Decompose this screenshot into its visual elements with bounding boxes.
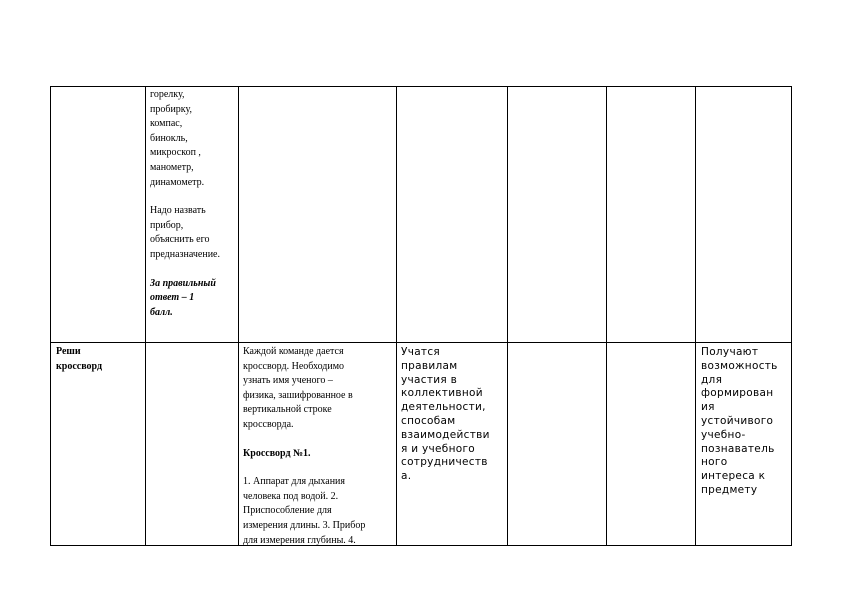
instruction-line: Надо назвать	[150, 205, 206, 217]
table-column-divider	[238, 86, 239, 546]
table-row-divider	[50, 342, 792, 343]
task-description-line: Каждой команде дается	[243, 346, 344, 357]
stage-title-line: кроссворд	[56, 360, 103, 372]
crossword-clue-line: для измерения глубины. 4.	[243, 534, 356, 546]
learning-outcome-line: взаимодействи	[401, 428, 490, 441]
personal-outcome-line: ия	[701, 401, 715, 414]
learning-outcome-line: Учатся	[401, 346, 441, 358]
crossword-clue-line: человека под водой. 2.	[243, 490, 339, 502]
instruction-line: предназначение.	[150, 248, 220, 260]
row1-col2-cell	[150, 88, 236, 320]
equipment-list-line: манометр,	[150, 161, 194, 173]
personal-outcome-line: познаватель	[701, 442, 775, 455]
table-border-top	[50, 86, 792, 87]
personal-outcome-line: возможность	[701, 359, 778, 372]
score-note-line: ответ – 1	[150, 292, 195, 304]
table-column-divider	[145, 86, 146, 546]
equipment-list-line: компас,	[150, 118, 183, 130]
table-column-divider	[507, 86, 508, 546]
learning-outcome-line: деятельности,	[401, 401, 486, 414]
table-border-bottom	[50, 545, 792, 546]
equipment-list-line: пробирку,	[150, 103, 193, 115]
task-description-line: кроссворда.	[243, 418, 294, 430]
table-column-divider	[396, 86, 397, 546]
score-note-line: За правильный	[150, 277, 216, 289]
task-description-line: кроссворд. Необходимо	[243, 360, 345, 372]
stage-title-line: Реши	[56, 346, 81, 357]
learning-outcome-line: правилам	[401, 359, 458, 372]
personal-outcome-line: устойчивого	[701, 414, 774, 427]
personal-outcome-line: формирован	[701, 387, 774, 400]
equipment-list-line: бинокль,	[150, 132, 188, 144]
equipment-list-line: микроскоп ,	[150, 147, 201, 159]
personal-outcome-line: Получают	[701, 346, 759, 358]
equipment-list-line: горелку,	[150, 89, 185, 100]
table-border-left	[50, 86, 51, 546]
learning-outcome-line: участия в	[401, 373, 458, 386]
learning-outcome-line: я и учебного	[401, 442, 475, 455]
equipment-list-line: динамометр.	[150, 176, 205, 188]
task-description-line: физика, зашифрованное в	[243, 389, 353, 401]
crossword-clue-line: 1. Аппарат для дыхания	[243, 476, 346, 488]
learning-outcome-line: способам	[401, 414, 456, 427]
table-column-divider	[695, 86, 696, 546]
table-border-right	[791, 86, 792, 546]
personal-outcome-line: ного	[701, 456, 728, 469]
crossword-clue-line: Приспособление для	[243, 505, 332, 517]
personal-outcome-line: учебно-	[701, 428, 746, 441]
task-description-line: вертикальной строке	[243, 404, 332, 416]
row2-col7-cell	[701, 346, 789, 498]
crossword-clue-line: измерения длины. 3. Прибор	[243, 519, 366, 531]
learning-outcome-line: а.	[401, 470, 412, 483]
row2-col4-cell	[401, 346, 505, 484]
personal-outcome-line: интереса к	[701, 470, 766, 483]
personal-outcome-line: для	[701, 373, 723, 386]
personal-outcome-line: предмету	[701, 483, 758, 496]
crossword-heading: Кроссворд №1.	[243, 447, 311, 459]
task-description-line: узнать имя ученого –	[243, 375, 333, 387]
row2-col3-cell	[243, 345, 393, 548]
instruction-line: прибор,	[150, 219, 184, 231]
score-note-line: балл.	[150, 306, 173, 318]
learning-outcome-line: коллективной	[401, 387, 483, 400]
row2-col1-cell	[56, 345, 142, 374]
table-column-divider	[606, 86, 607, 546]
instruction-line: объяснить его	[150, 234, 210, 246]
learning-outcome-line: сотрудничеств	[401, 456, 488, 469]
